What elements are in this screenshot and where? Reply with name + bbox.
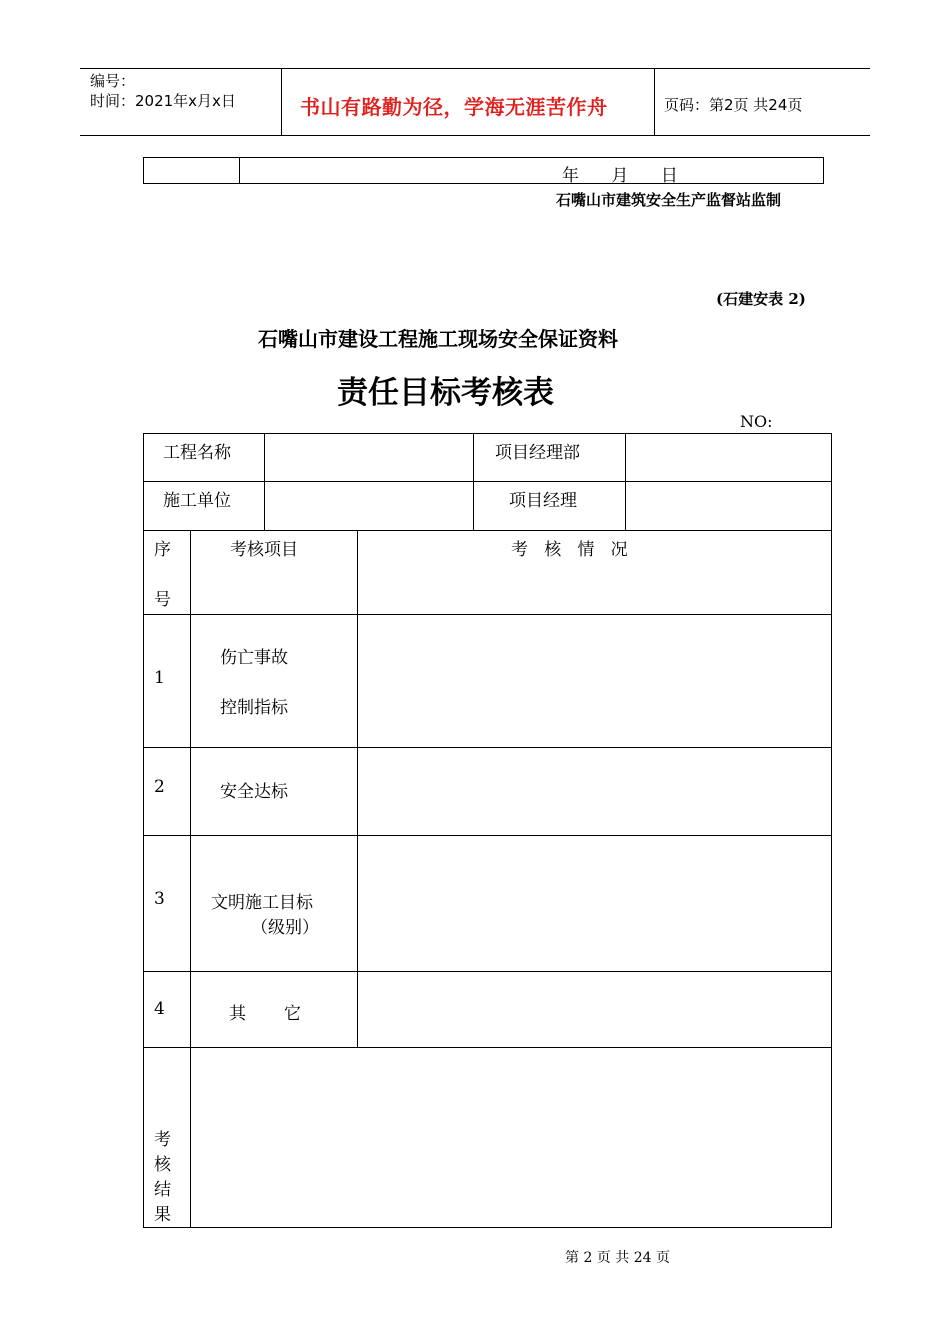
footer-page-indicator: 第 2 页 共 24 页	[565, 1250, 670, 1266]
org-title: 石嘴山市建设工程施工现场安全保证资料	[258, 327, 618, 351]
no-label: NO:	[740, 412, 773, 431]
header-motto: 书山有路勤为径，学海无涯苦作舟	[300, 95, 608, 119]
issuer-note: 石嘴山市建筑安全生产监督站监制	[556, 191, 782, 209]
situation-header-cell	[357, 530, 832, 615]
header-number-label: 编号：	[90, 72, 136, 90]
date-placeholder: 年 月 日	[562, 166, 678, 186]
project-name-field[interactable]	[264, 433, 474, 482]
situation-field-2[interactable]	[357, 747, 832, 836]
previous-form-signature-row	[143, 157, 824, 184]
construction-unit-label: 施工单位	[163, 491, 231, 511]
situation-field-3[interactable]	[357, 835, 832, 972]
project-name-label-cell	[143, 433, 265, 482]
result-label-char-2: 核	[154, 1155, 171, 1175]
item-3-line2: （级别）	[251, 918, 319, 938]
result-label-char-3: 结	[154, 1180, 171, 1200]
item-1-line1: 伤亡事故	[220, 648, 288, 668]
seq-header-top: 序	[154, 540, 171, 560]
result-label-cell	[143, 1047, 191, 1228]
form-code: (石建安表 2)	[716, 290, 806, 308]
header-bottom-rule	[80, 135, 870, 136]
item-cell-2	[190, 747, 358, 836]
seq-header-bottom: 号	[154, 590, 171, 610]
seq-cell-1	[143, 614, 191, 748]
form-title: 责任目标考核表	[337, 375, 554, 411]
previous-form-column-divider	[239, 158, 240, 183]
item-cell-4	[190, 971, 358, 1048]
seq-cell-4	[143, 971, 191, 1048]
seq-4: 4	[154, 999, 165, 1019]
header-divider-right	[654, 68, 655, 136]
result-field[interactable]	[190, 1047, 832, 1228]
item-1-line2: 控制指标	[220, 698, 288, 718]
item-4-line1: 其 它	[229, 1004, 301, 1024]
item-cell-3	[190, 835, 358, 972]
project-manager-label-cell	[473, 481, 626, 531]
project-manager-label: 项目经理	[509, 491, 577, 511]
project-dept-field[interactable]	[625, 433, 832, 482]
result-label-char-1: 考	[154, 1130, 171, 1150]
situation-field-4[interactable]	[357, 971, 832, 1048]
seq-header-cell	[143, 530, 191, 615]
situation-field-1[interactable]	[357, 614, 832, 748]
project-dept-label: 项目经理部	[495, 443, 580, 463]
item-2-line1: 安全达标	[220, 782, 288, 802]
construction-unit-field[interactable]	[264, 481, 474, 531]
project-name-label: 工程名称	[163, 443, 231, 463]
item-cell-1	[190, 614, 358, 748]
seq-1: 1	[154, 668, 165, 688]
seq-cell-3	[143, 835, 191, 972]
construction-unit-label-cell	[143, 481, 265, 531]
project-dept-label-cell	[473, 433, 626, 482]
header-divider-left	[281, 68, 282, 136]
item-3-line1: 文明施工目标	[211, 893, 313, 913]
item-header-cell	[190, 530, 358, 615]
header-time-label: 时间：2021年x月x日	[90, 92, 236, 110]
project-manager-field[interactable]	[625, 481, 832, 531]
seq-2: 2	[154, 777, 165, 797]
seq-cell-2	[143, 747, 191, 836]
header-page-code: 页码：第2页 共24页	[664, 96, 803, 114]
situation-header: 考 核 情 况	[511, 540, 628, 560]
item-header: 考核项目	[230, 540, 298, 560]
result-label-char-4: 果	[154, 1205, 171, 1225]
seq-3: 3	[154, 889, 165, 909]
header-top-rule	[80, 68, 870, 69]
